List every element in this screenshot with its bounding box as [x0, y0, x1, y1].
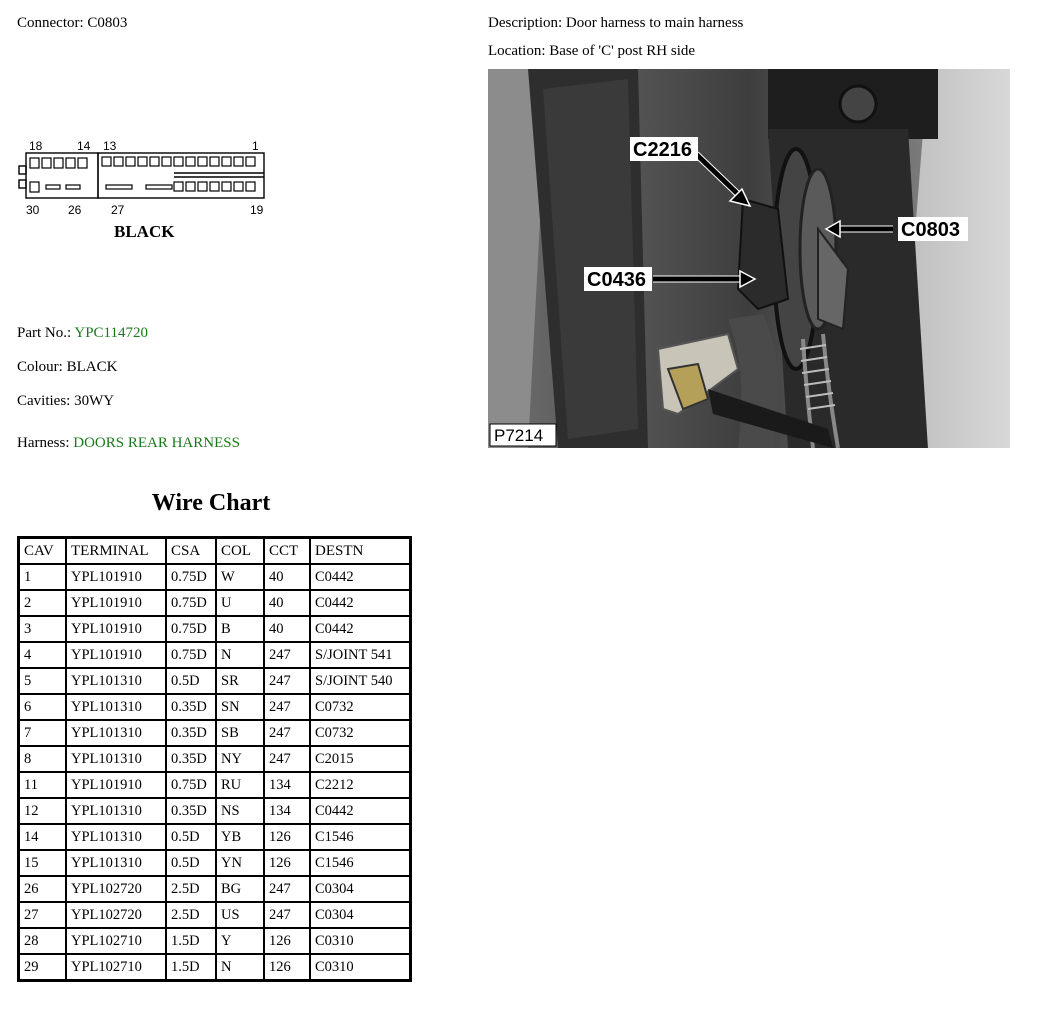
cell-cav: 1 — [19, 564, 67, 590]
cell-cav: 8 — [19, 746, 67, 772]
table-row — [19, 746, 411, 772]
table-row — [19, 876, 411, 902]
cell-col: NY — [216, 746, 264, 772]
cell-destn: C0732 — [310, 720, 411, 746]
cell-csa: 0.5D — [166, 668, 216, 694]
location-label: Location: — [488, 43, 546, 59]
harness-link[interactable]: DOORS REAR HARNESS — [73, 435, 240, 451]
table-row — [19, 642, 411, 668]
cell-cct: 247 — [264, 642, 310, 668]
cell-terminal: YPL101310 — [66, 746, 166, 772]
pin-number-1: 1 — [252, 139, 259, 153]
cell-destn: S/JOINT 540 — [310, 668, 411, 694]
connector-face-diagram — [14, 136, 276, 246]
cell-cav: 4 — [19, 642, 67, 668]
cell-cav: 11 — [19, 772, 67, 798]
cell-terminal: YPL101310 — [66, 694, 166, 720]
harness-line — [17, 435, 240, 452]
cell-cct: 40 — [264, 616, 310, 642]
cell-csa: 0.5D — [166, 824, 216, 850]
cell-destn: C0310 — [310, 928, 411, 954]
table-row — [19, 850, 411, 876]
table-row — [19, 564, 411, 590]
cell-cav: 14 — [19, 824, 67, 850]
location-line — [488, 43, 695, 60]
part-no-line — [17, 325, 148, 342]
cell-csa: 0.75D — [166, 642, 216, 668]
cell-cct: 247 — [264, 720, 310, 746]
cell-csa: 0.75D — [166, 772, 216, 798]
cell-col: NS — [216, 798, 264, 824]
cell-destn: C0442 — [310, 590, 411, 616]
cell-terminal: YPL101910 — [66, 564, 166, 590]
wire-chart-title: Wire Chart — [151, 490, 271, 516]
header-destn: DESTN — [310, 538, 411, 565]
callout-c2216: C2216 — [633, 139, 692, 161]
cell-terminal: YPL101310 — [66, 850, 166, 876]
cell-csa: 2.5D — [166, 902, 216, 928]
cell-destn: C2212 — [310, 772, 411, 798]
cell-col: SR — [216, 668, 264, 694]
header-terminal: TERMINAL — [66, 538, 166, 565]
cell-cct: 134 — [264, 798, 310, 824]
header-cct: CCT — [264, 538, 310, 565]
cell-cav: 7 — [19, 720, 67, 746]
cell-cav: 15 — [19, 850, 67, 876]
table-row — [19, 928, 411, 954]
table-row — [19, 902, 411, 928]
harness-label: Harness: — [17, 435, 70, 451]
table-row — [19, 954, 411, 981]
pin-number-18: 18 — [29, 139, 43, 153]
table-row — [19, 772, 411, 798]
cell-cav: 28 — [19, 928, 67, 954]
cell-cct: 134 — [264, 772, 310, 798]
cavities-line — [17, 393, 114, 410]
table-row — [19, 694, 411, 720]
cell-cav: 6 — [19, 694, 67, 720]
cell-col: N — [216, 954, 264, 981]
cell-csa: 1.5D — [166, 954, 216, 981]
table-header-row — [19, 538, 411, 565]
cell-cct: 247 — [264, 876, 310, 902]
cell-col: B — [216, 616, 264, 642]
table-row — [19, 668, 411, 694]
cell-destn: C0442 — [310, 564, 411, 590]
cell-terminal: YPL101310 — [66, 824, 166, 850]
description-label: Description: — [488, 15, 563, 31]
connector-line — [17, 15, 127, 32]
callout-c0436: C0436 — [587, 269, 646, 291]
cell-csa: 0.75D — [166, 564, 216, 590]
cell-destn: S/JOINT 541 — [310, 642, 411, 668]
header-col: COL — [216, 538, 264, 565]
cell-cav: 12 — [19, 798, 67, 824]
cell-col: N — [216, 642, 264, 668]
cell-col: U — [216, 590, 264, 616]
cell-destn: C0442 — [310, 616, 411, 642]
cell-terminal: YPL101910 — [66, 642, 166, 668]
cell-destn: C0304 — [310, 876, 411, 902]
cell-terminal: YPL101310 — [66, 798, 166, 824]
table-row — [19, 824, 411, 850]
cell-csa: 1.5D — [166, 928, 216, 954]
cell-cav: 5 — [19, 668, 67, 694]
cell-csa: 0.35D — [166, 746, 216, 772]
callout-c0803: C0803 — [901, 219, 960, 241]
cell-destn: C0732 — [310, 694, 411, 720]
table-row — [19, 798, 411, 824]
pin-number-13: 13 — [103, 139, 117, 153]
cell-col: BG — [216, 876, 264, 902]
connector-label: Connector: — [17, 15, 84, 31]
cell-destn: C0442 — [310, 798, 411, 824]
cell-terminal: YPL102710 — [66, 954, 166, 981]
cell-destn: C0304 — [310, 902, 411, 928]
cell-csa: 0.75D — [166, 616, 216, 642]
top-row-cavities — [30, 157, 255, 168]
header-cav: CAV — [19, 538, 67, 565]
cell-col: Y — [216, 928, 264, 954]
pin-number-14: 14 — [77, 139, 91, 153]
table-row — [19, 616, 411, 642]
bottom-row-cavities — [30, 182, 255, 192]
cell-col: YB — [216, 824, 264, 850]
cell-col: SN — [216, 694, 264, 720]
cell-cct: 40 — [264, 590, 310, 616]
cell-col: US — [216, 902, 264, 928]
cell-cav: 2 — [19, 590, 67, 616]
cell-csa: 2.5D — [166, 876, 216, 902]
colour-line — [17, 359, 117, 376]
cell-cct: 40 — [264, 564, 310, 590]
colour-value: BLACK — [66, 359, 118, 375]
location-value: Base of 'C' post RH side — [549, 43, 696, 59]
cell-destn: C0310 — [310, 954, 411, 981]
cell-terminal: YPL101910 — [66, 772, 166, 798]
cell-cct: 247 — [264, 668, 310, 694]
cell-destn: C2015 — [310, 746, 411, 772]
pin-number-27: 27 — [111, 203, 125, 217]
cell-col: SB — [216, 720, 264, 746]
diagram-colour-label: BLACK — [114, 222, 175, 241]
description-line — [488, 15, 743, 32]
cell-terminal: YPL102720 — [66, 902, 166, 928]
cavities-label: Cavities: — [17, 393, 71, 409]
cell-cav: 29 — [19, 954, 67, 981]
cell-terminal: YPL101910 — [66, 590, 166, 616]
cell-destn: C1546 — [310, 850, 411, 876]
cell-terminal: YPL102720 — [66, 876, 166, 902]
part-no-link[interactable]: YPC114720 — [74, 325, 148, 341]
cell-cav: 27 — [19, 902, 67, 928]
colour-label: Colour: — [17, 359, 63, 375]
header-csa: CSA — [166, 538, 216, 565]
cell-csa: 0.35D — [166, 694, 216, 720]
cell-cct: 247 — [264, 902, 310, 928]
location-photo — [488, 69, 1010, 448]
wire-chart-body — [19, 564, 411, 981]
cell-csa: 0.35D — [166, 720, 216, 746]
cell-cct: 247 — [264, 746, 310, 772]
cell-col: YN — [216, 850, 264, 876]
cell-terminal: YPL101310 — [66, 720, 166, 746]
cell-col: W — [216, 564, 264, 590]
part-no-label: Part No.: — [17, 325, 72, 341]
cell-destn: C1546 — [310, 824, 411, 850]
cavities-value: 30WY — [74, 393, 115, 409]
cell-csa: 0.75D — [166, 590, 216, 616]
cell-csa: 0.5D — [166, 850, 216, 876]
cell-col: RU — [216, 772, 264, 798]
pin-number-19: 19 — [250, 203, 264, 217]
description-value: Door harness to main harness — [565, 15, 744, 31]
cell-cct: 126 — [264, 850, 310, 876]
cell-cct: 126 — [264, 928, 310, 954]
figure-code: P7214 — [494, 426, 544, 445]
cell-terminal: YPL101310 — [66, 668, 166, 694]
cell-csa: 0.35D — [166, 798, 216, 824]
cell-terminal: YPL102710 — [66, 928, 166, 954]
cell-terminal: YPL101910 — [66, 616, 166, 642]
table-row — [19, 720, 411, 746]
wire-chart-table — [17, 536, 412, 982]
cell-cav: 3 — [19, 616, 67, 642]
cell-cct: 126 — [264, 954, 310, 981]
pin-number-30: 30 — [26, 203, 40, 217]
pin-number-26: 26 — [68, 203, 82, 217]
cell-cav: 26 — [19, 876, 67, 902]
connector-value: C0803 — [87, 15, 128, 31]
cell-cct: 247 — [264, 694, 310, 720]
cell-cct: 126 — [264, 824, 310, 850]
table-row — [19, 590, 411, 616]
